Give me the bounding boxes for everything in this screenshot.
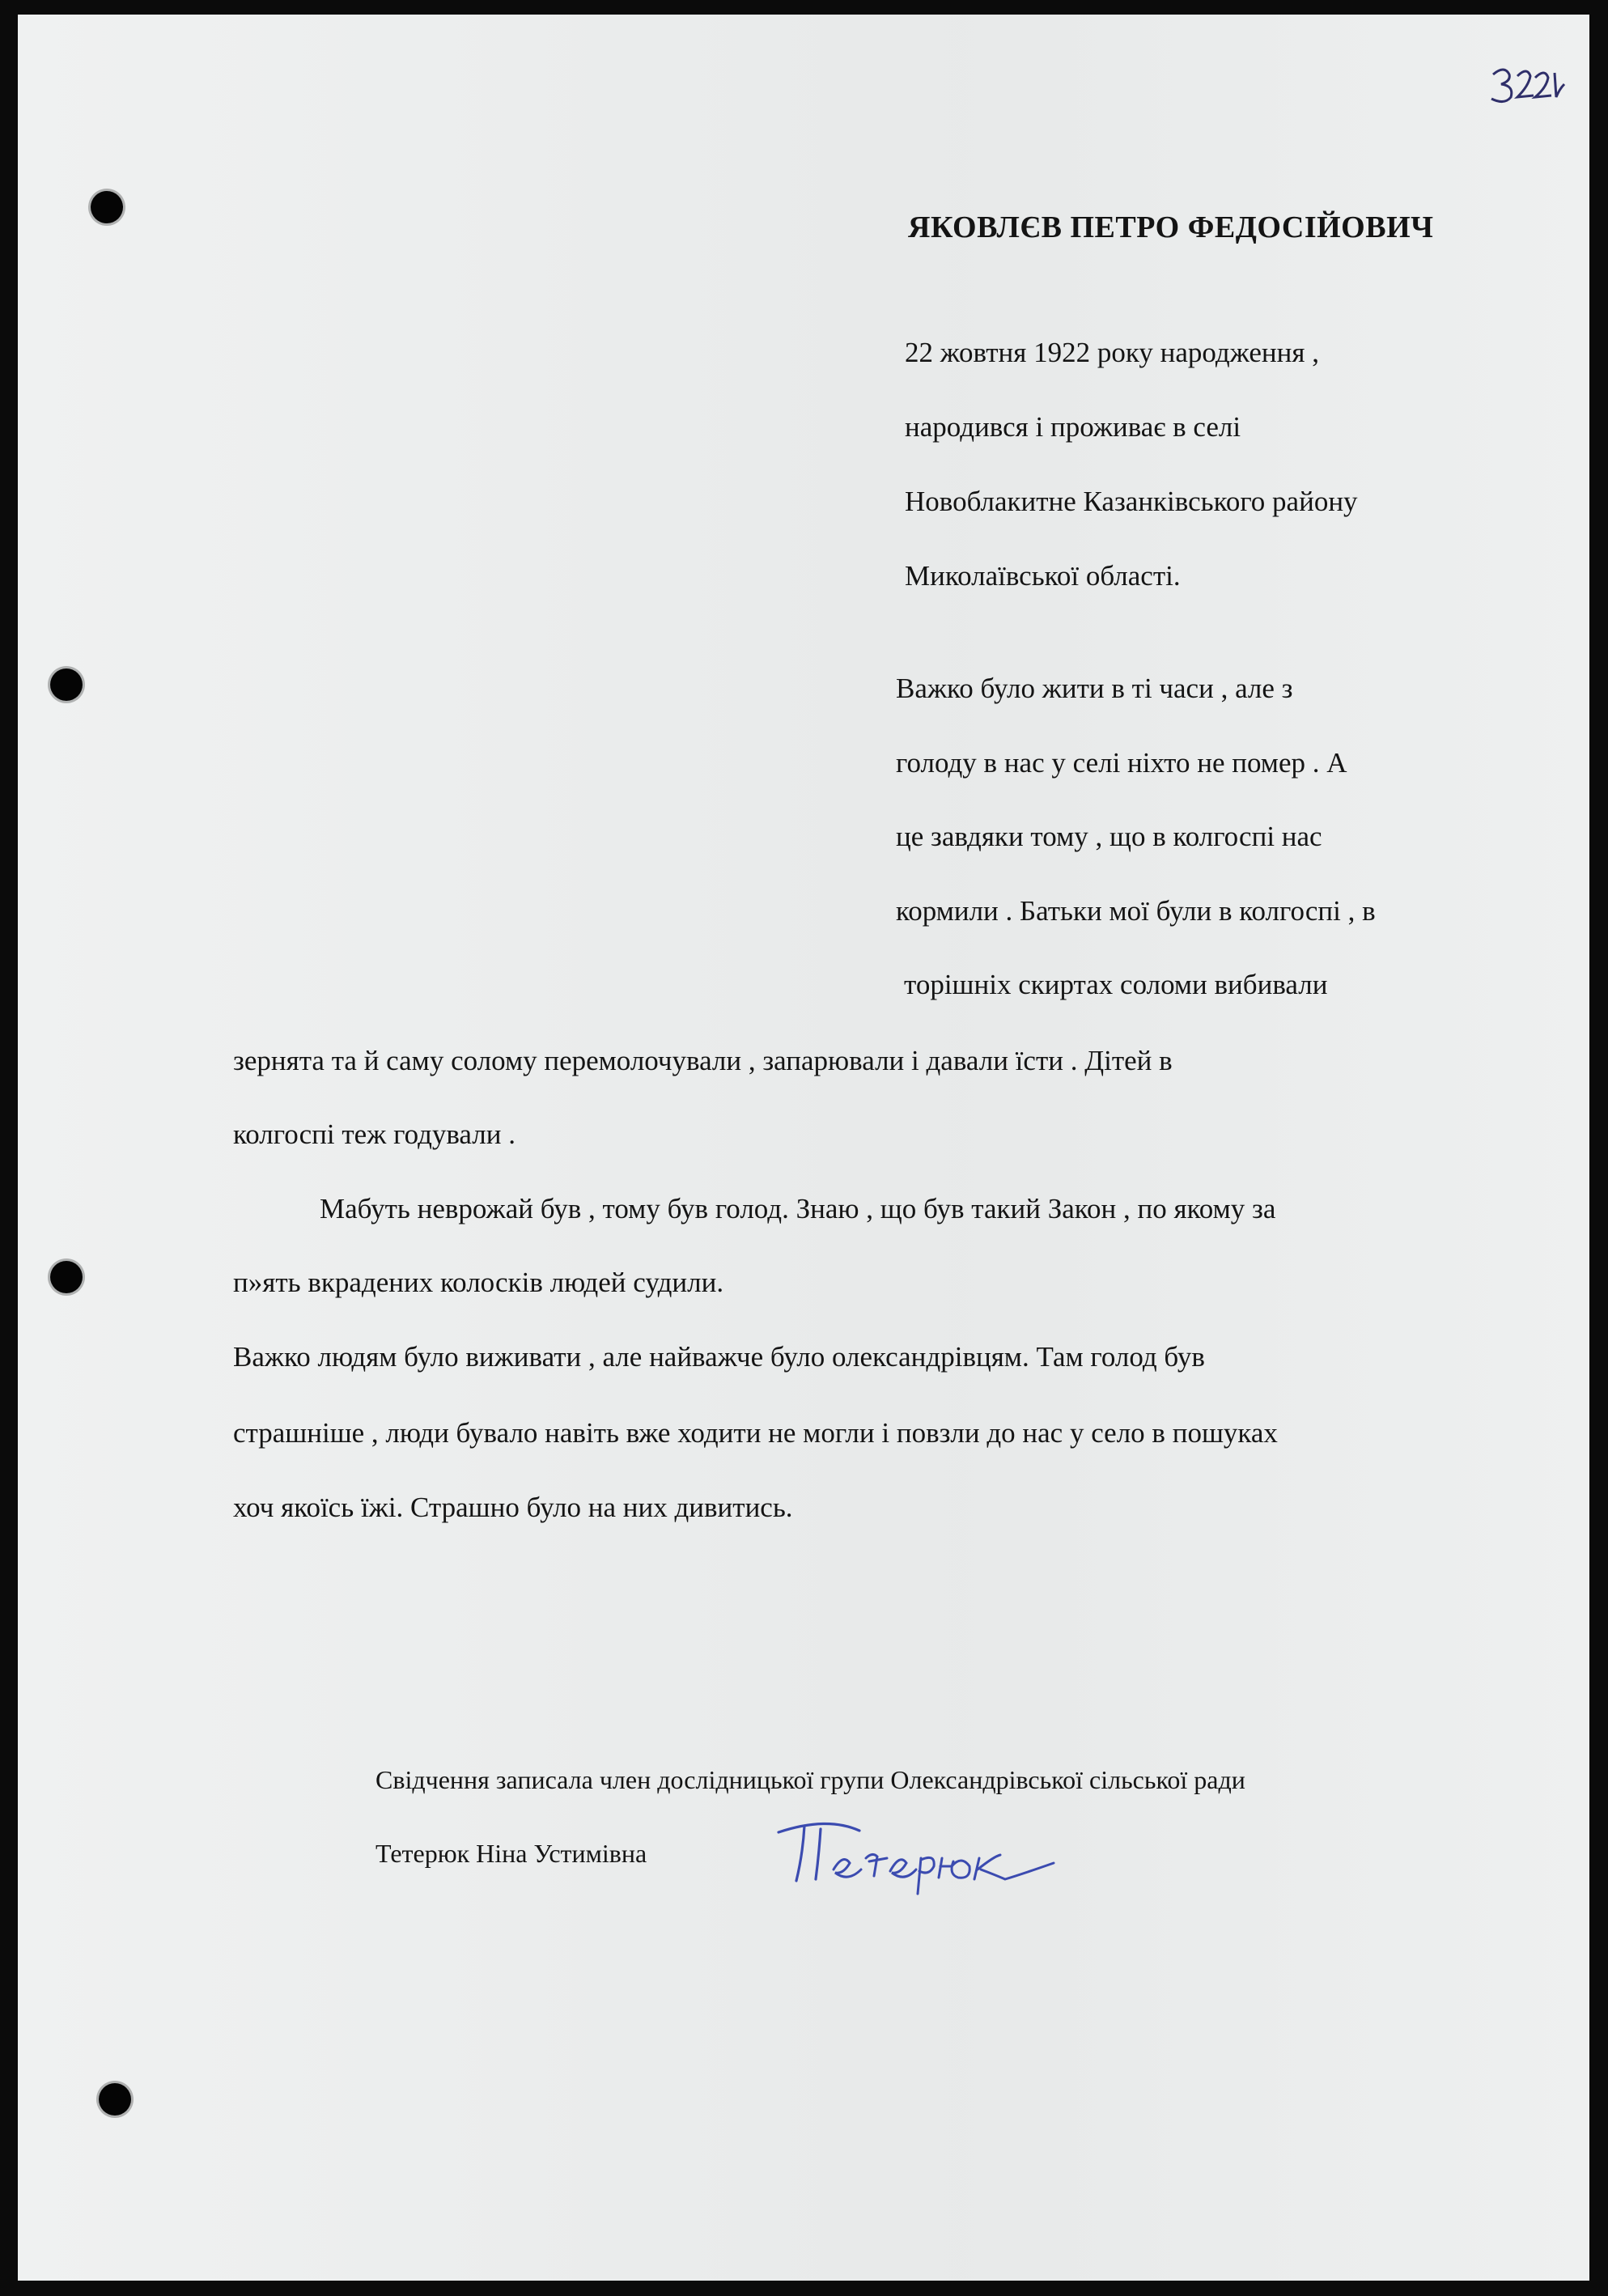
- body-line: Мабуть неврожай був , тому був голод. Знаю , що був такий Закон , по якому за: [320, 1193, 1276, 1224]
- body-line: Важко людям було виживати , але найважче було олександрівцям. Там голод був: [233, 1341, 1205, 1373]
- body-line: кормили . Батьки мої були в колгоспі , в: [896, 895, 1376, 927]
- body-line: колгоспі теж годували .: [233, 1118, 515, 1150]
- handwritten-page-number: [1487, 57, 1568, 113]
- body-line: зернята та й саму солому перемолочували , запарювали і давали їсти . Дітей в: [233, 1045, 1173, 1076]
- body-line: хоч якоїсь їжі. Страшно було на них дивитись.: [233, 1492, 793, 1523]
- bio-line: народився і проживає в селі: [905, 411, 1241, 443]
- recorder-name: Тетерюк Ніна Устимівна: [375, 1839, 647, 1868]
- body-line: страшніше , люди бувало навіть вже ходити не могли і повзли до нас у село в пошуках: [233, 1417, 1278, 1449]
- punch-hole: [91, 191, 123, 223]
- punch-hole: [50, 668, 83, 701]
- recorder-line: Свідчення записала член дослідницької групи Олександрівської сільської ради: [375, 1765, 1245, 1794]
- handwritten-signature: [770, 1810, 1062, 1899]
- bio-line: 22 жовтня 1922 року народження ,: [905, 337, 1319, 368]
- punch-hole: [99, 2083, 131, 2116]
- document-title: ЯКОВЛЄВ ПЕТРО ФЕДОСІЙОВИЧ: [908, 210, 1434, 244]
- body-line: торішніх скиртах соломи вибивали: [904, 969, 1328, 1000]
- punch-hole: [50, 1261, 83, 1293]
- bio-line: Миколаївської області.: [905, 560, 1181, 592]
- body-line: п»ять вкрадених колосків людей судили.: [233, 1267, 724, 1298]
- document-page: [18, 15, 1589, 2281]
- bio-line: Новоблакитне Казанківського району: [905, 486, 1358, 517]
- body-line: голоду в нас у селі ніхто не помер . А: [896, 747, 1347, 779]
- body-line: це завдяки тому , що в колгоспі нас: [896, 821, 1322, 852]
- body-line: Важко було жити в ті часи , але з: [896, 673, 1293, 704]
